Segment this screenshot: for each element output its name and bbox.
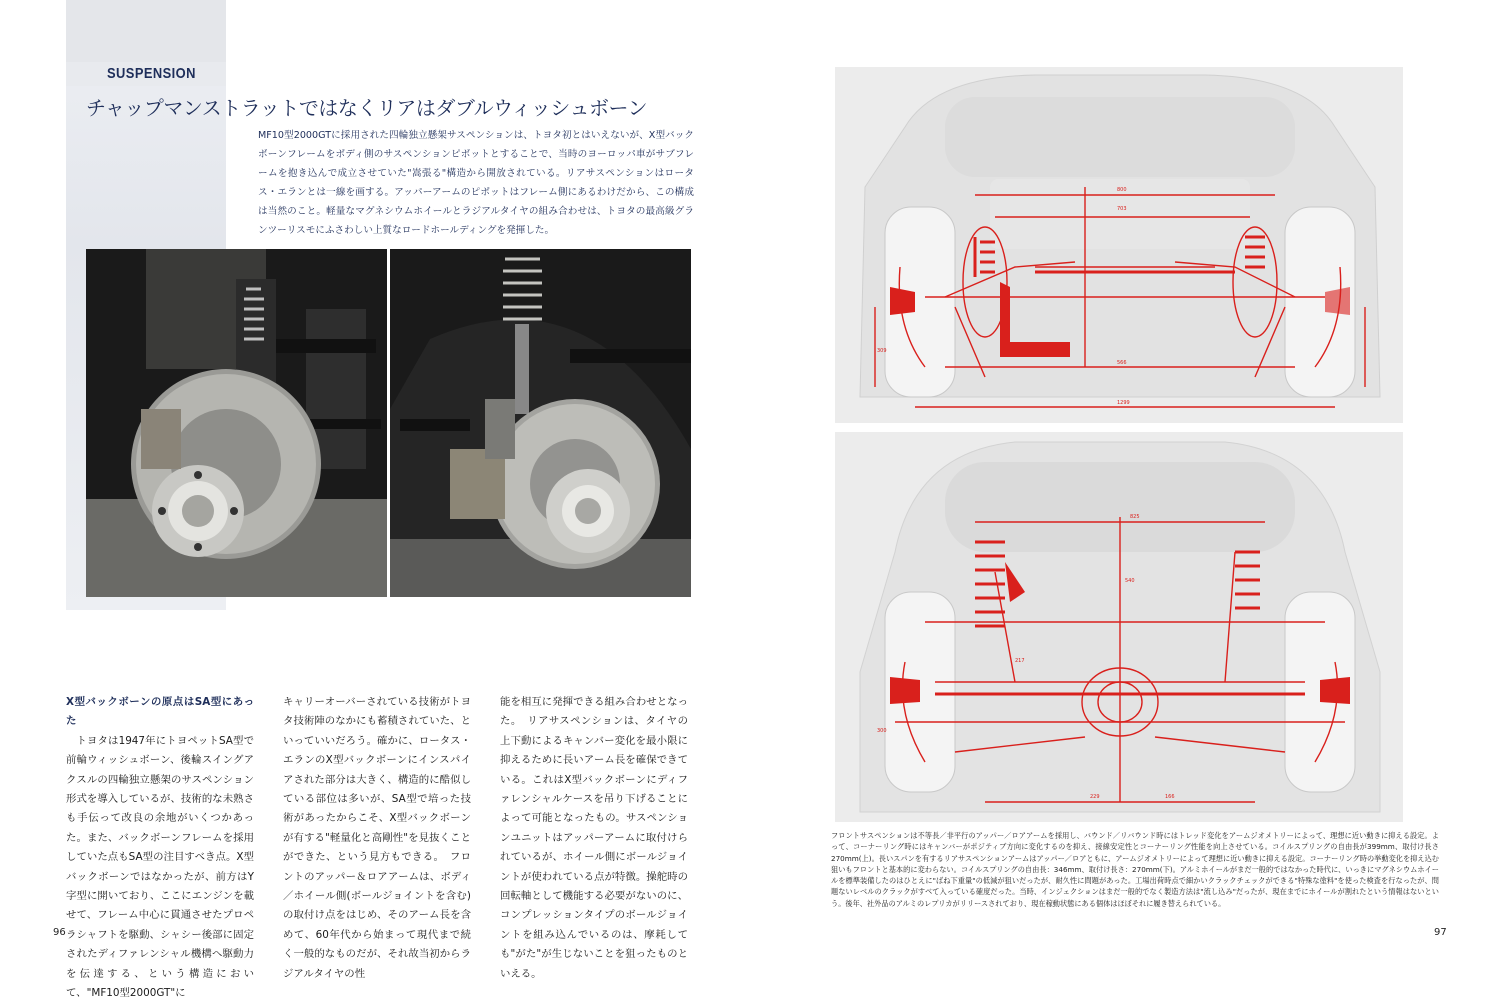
dimension-label: 217 [1015,658,1025,664]
column-heading: X型バックボーンの原点はSA型にあった [66,696,254,728]
diagram-caption [831,830,1439,909]
intro-paragraph [258,126,694,240]
dimension-label: 1299 [1117,400,1130,406]
dimension-label: 825 [1130,514,1140,520]
body-column-3 [500,693,688,984]
dimension-label: 300 [877,728,887,734]
dimension-label: 309 [877,348,887,354]
front-suspension-diagram [835,67,1403,423]
section-label-box [66,62,226,86]
dimension-label: 703 [1117,206,1127,212]
dimension-label: 166 [1165,794,1175,800]
column-2-text: キャリーオーバーされている技術がトヨタ技術陣のなかにも蓄積されていた、といっていいだろう。確かに、ロータス・エランのX型バックボーンにインスパイアされた部分は大きく、構造的に酷似している部位は多いが、SA型で培った技術があったからこそ、X型バックボーンが有する"軽量化と高剛性"を見抜くことができた、という見方もできる。 フロントのアッパー＆ロアアームは、ボディ／ホイール側(ボールジョイントを含む)の取付け点をはじめ、そのアーム長を含めて、60年代から始まって現代まで続く一般的なものだが、それ故当初からラジアルタイヤの性 [283,696,471,980]
body-column-2 [283,693,471,984]
article-headline: チャップマンストラットではなくリアはダブルウィッシュボーン [86,96,648,120]
column-1-text: トヨタは1947年にトヨペットSA型で前輪ウィッシュボーン、後輪スイングアクスルの四輪独立懸架のサスペンション形式を導入しているが、技術的な未熟さも手伝って改良の余地がいくつかあった。また、バックボーンフレームを採用していた点もSA型の注目すべき点。X型バックボーンではなかったが、前方はY字型に開いており、ここにエンジンを載せて、フレーム中心に貫通させたプロペラシャフトを駆動、シャシー後部に固定されたディファレンシャル機構へ駆動力を伝達する、という構造において、"MF10型2000GT"に [66,734,254,1000]
dimension-label: 229 [1090,794,1100,800]
dimension-label: 800 [1117,187,1127,193]
rear-suspension-photo [390,249,691,597]
rear-suspension-diagram [835,432,1403,822]
body-column-1 [66,693,254,1004]
front-suspension-photo [86,249,387,597]
intro-text: MF10型2000GTに採用された四輪独立懸架サスペンションは、トヨタ初とはいえないが、X型バックボーンフレームをボディ側のサスペンションピボットとすることで、当時のヨーロッパ車がサブフレームを抱き込んで成立させていた"嵩張る"構造から開放されている。リアサスペンションはロータス・エランとは一線を画する。アッパーアームのピボットはフレーム側にあるわけだから、この構成は当然のこと。軽量なマグネシウムホイールとラジアルタイヤの組み合わせは、トヨタの最高級グランツーリスモにふさわしい上質なロードホールディングを発揮した。 [258,130,694,236]
dimension-label: 540 [1125,578,1135,584]
page-number-left: 96 [53,927,66,938]
page-number-right: 97 [1434,927,1447,938]
right-page [750,0,1500,967]
background-photo-top [66,0,226,62]
left-page [0,0,750,1000]
section-label: SUSPENSION [107,65,196,82]
caption-text: フロントサスペンションは不等長／非平行のアッパー／ロアアームを採用し、バウンド／リバウンド時にはトレッド変化をアームジオメトリーによって、理想に近い動きに抑える設定。よって、コーナーリング時にはキャンバーがポジティブ方向に変化するのを抑え、接線安定性とコーナーリング性能を向上させている。コイルスプリングの自由長が399mm、取付け長さ270mm(上)。長いスパンを有するリアサスペンションアームはアッパー／ロアともに、アームジオメトリーによって理想に近い動きに抑える設定。コーナーリング時の挙動変化を抑え込む狙いもフロントと基本的に変わらない。コイルスプリングの自由長：346mm、取付け長さ：270mm(下)。アルミホイールがまだ一般的ではなかった時代に、いっきにマグネシウムホイールを標準装備したのはひとえに"ばね下重量"の低減が狙いだったが、耐久性に問題があった。工場出荷時点で細かいクラックチェックができる"特殊な塗料"を使った検査を行なったが、問題ないレベルのクラックがすべて入っている確度だった。当時、インジェクションはまだ一般的でなく製造方法は"流し込み"だったが、現在までにホイールが割れたという情報はないという。後年、社外品のアルミのレプリカがリリースされており、現在稼動状態にある個体はほぼそれに履き替えられている。 [831,831,1439,908]
column-3-text: 能を相互に発揮できる組み合わせとなった。 リアサスペンションは、タイヤの上下動によるキャンバー変化を最小限に抑えるために長いアーム長を確保できている。これはX型バックボーンにディファレンシャルケースを吊り下げることによって可能となったもの。サスペンションユニットはアッパーアームに取付けられているが、ホイール側にボールジョイントが使われている点が特徴。操舵時の回転軸として機能する必要がないのに、コンプレッションタイプのボールジョイントを組み込んでいるのは、摩耗しても"がた"が生じないことを狙ったものといえる。 [500,696,688,980]
dimension-label: 566 [1117,360,1127,366]
